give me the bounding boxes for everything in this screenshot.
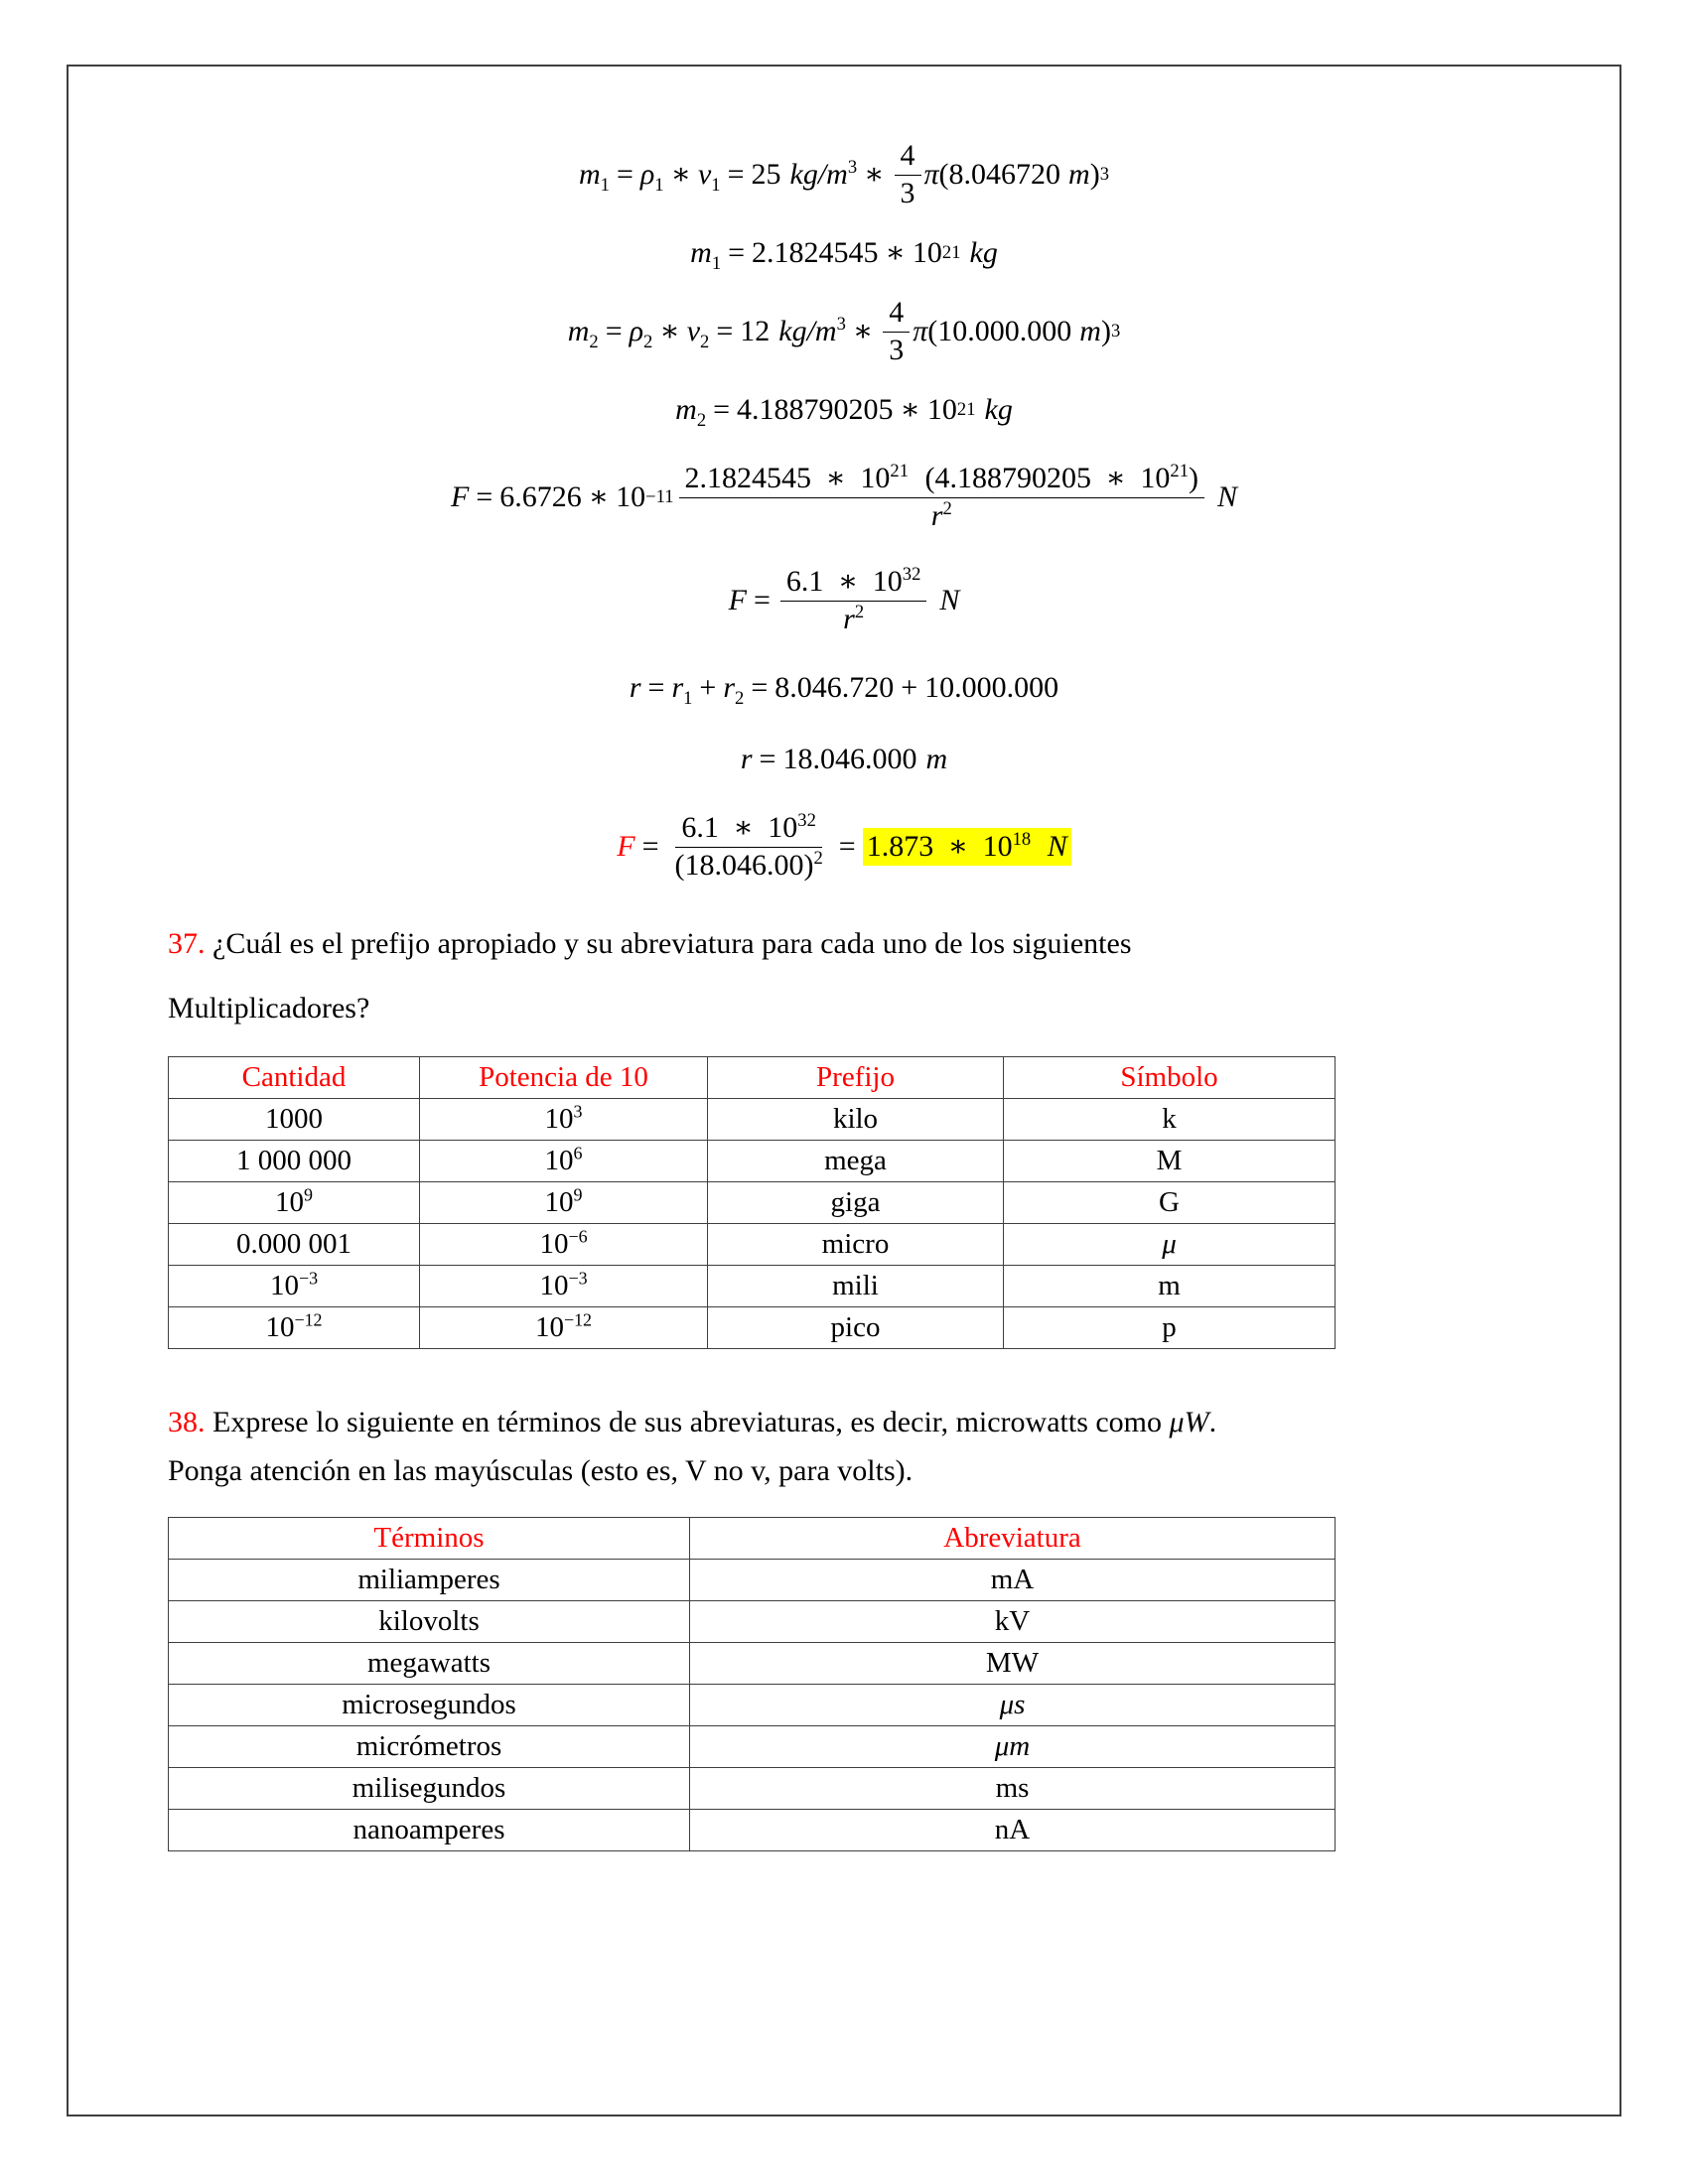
eq1-lhs: $m_1$ <box>578 157 610 196</box>
cell-termino: miliamperes <box>169 1560 690 1601</box>
cell-prefijo: mili <box>708 1266 1004 1307</box>
equation-m1-result: $m_1$ = 2.1824545 ∗ 10 21 kg <box>690 235 998 274</box>
question-38-text <box>69 1399 1619 1495</box>
eq9-result-mantissa: 1.873 <box>866 829 934 863</box>
table-row <box>169 1726 1336 1768</box>
question-38-line-1-text: Exprese lo siguiente en términos de sus abreviaturas, es decir, microwatts como <box>212 1406 1170 1439</box>
cell-cantidad: 1 000 000 <box>169 1141 420 1182</box>
cell-potencia-de-10: $10^6$ <box>420 1141 708 1182</box>
cell-prefijo: mega <box>708 1141 1004 1182</box>
eq2-mantissa: 2.1824545 <box>752 235 879 269</box>
eq4-mantissa: 4.188790205 <box>737 392 894 426</box>
cell-simbolo: p <box>1004 1307 1336 1349</box>
cell-cantidad: $10^{-3}$ <box>169 1266 420 1307</box>
cell-potencia-de-10: $10^{-3}$ <box>420 1266 708 1307</box>
question-38-microwatt-symbol: μW <box>1169 1406 1209 1439</box>
eq5-m1-mantissa: 2.1824545 <box>684 462 812 494</box>
table-row <box>169 1099 1336 1141</box>
table-row <box>169 1685 1336 1726</box>
question-37-text <box>69 920 1619 1032</box>
cell-termino: micrómetros <box>169 1726 690 1768</box>
question-38-number: 38. <box>168 1406 206 1439</box>
column-header-potencia: Potencia de 10 <box>420 1057 708 1099</box>
cell-potencia-de-10: $10^{-6}$ <box>420 1224 708 1266</box>
cell-potencia-de-10: $10^9$ <box>420 1182 708 1224</box>
final-answer-highlight: 1.873 ∗ $10^{18}$ N <box>863 828 1071 867</box>
table-row <box>169 1266 1336 1307</box>
table-row <box>169 1560 1336 1601</box>
equation-force-final: F = $\frac{6.1 ∗ 10^{32}}{(18.046.00)^2}$ = 1.873 ∗ $10^{18}$ N <box>69 795 1619 898</box>
cell-abreviatura: μs <box>690 1685 1336 1726</box>
eq7-value-1: 8.046.720 <box>774 670 895 704</box>
page-content <box>69 67 1619 1851</box>
question-37-line-1 <box>168 920 1525 969</box>
question-37-number: 37. <box>168 927 206 960</box>
equation-force-newton: F = 6.6726 ∗ 10 −11 2.1824545 ∗ $10^{21}$ (4.188790205 ∗ $10^{21}$) $r^2$ N <box>450 461 1237 532</box>
question-37-line-2: Multiplicadores? <box>168 991 370 1024</box>
cell-abreviatura: kV <box>690 1601 1336 1643</box>
cell-termino: megawatts <box>169 1643 690 1685</box>
eq5-G-mantissa: 6.6726 <box>499 479 582 513</box>
abbreviation-table <box>168 1517 1336 1851</box>
eq3-density-value: 12 <box>740 314 771 347</box>
eq5-mass-product-fraction: 2.1824545 ∗ $10^{21}$ (4.188790205 ∗ $10^{21}$) $r^2$ <box>679 462 1204 533</box>
cell-simbolo: m <box>1004 1266 1336 1307</box>
table-row <box>169 1307 1336 1349</box>
equation-m2-definition: $m_2$ = $\rho_2$ ∗ $v_2$ = 12 $kg/m^3$ ∗ $\frac{4}{3}$ π ( 10.000.000 m ) 3 <box>567 296 1121 366</box>
cell-prefijo: micro <box>708 1224 1004 1266</box>
cell-simbolo: G <box>1004 1182 1336 1224</box>
worked-solution-equations <box>69 132 1619 898</box>
table-row <box>169 1810 1336 1851</box>
eq8-value: 18.046.000 <box>782 742 917 775</box>
column-header-cantidad: Cantidad <box>169 1057 420 1099</box>
cell-prefijo: kilo <box>708 1099 1004 1141</box>
cell-potencia-de-10: $10^3$ <box>420 1099 708 1141</box>
cell-cantidad: $10^{-12}$ <box>169 1307 420 1349</box>
question-37-line-1-text: ¿Cuál es el prefijo apropiado y su abreviatura para cada uno de los siguientes <box>212 927 1132 960</box>
cell-termino: nanoamperes <box>169 1810 690 1851</box>
cell-cantidad: 1000 <box>169 1099 420 1141</box>
cell-abreviatura: ms <box>690 1768 1336 1810</box>
eq1-density-value: 25 <box>751 157 781 191</box>
column-header-terminos: Términos <box>169 1518 690 1560</box>
question-38-line-1 <box>168 1399 1525 1447</box>
eq1-radius: 8.046720 <box>948 157 1061 191</box>
eq9-den-value: (18.046.00) <box>674 848 814 882</box>
table-row <box>169 1141 1336 1182</box>
table-row <box>169 1601 1336 1643</box>
page-frame <box>67 65 1621 2116</box>
column-header-simbolo: Símbolo <box>1004 1057 1336 1099</box>
table-row <box>169 1643 1336 1685</box>
cell-termino: milisegundos <box>169 1768 690 1810</box>
eq3-fraction-four-thirds: $\frac{4}{3}$ <box>883 296 910 367</box>
eq5-m2-mantissa: 4.188790205 <box>934 462 1091 494</box>
cell-prefijo: giga <box>708 1182 1004 1224</box>
cell-termino: microsegundos <box>169 1685 690 1726</box>
cell-simbolo: k <box>1004 1099 1336 1141</box>
equation-m2-result: $m_2$ = 4.188790205 ∗ 10 21 kg <box>675 392 1013 431</box>
table-header-row <box>169 1057 1336 1099</box>
column-header-prefijo: Prefijo <box>708 1057 1004 1099</box>
table-row <box>169 1768 1336 1810</box>
eq3-radius: 10.000.000 <box>937 314 1072 347</box>
question-38-line-1-tail: . <box>1208 1406 1217 1439</box>
equation-radius-sum: r = $r_1$ + $r_2$ = 8.046.720 + 10.000.000 <box>629 670 1059 709</box>
equation-radius-result: r = 18.046.000 m <box>740 742 948 775</box>
cell-cantidad: $10^9$ <box>169 1182 420 1224</box>
equation-force-simplified: F = $\frac{6.1 ∗ 10^{32}}{r^2}$ N <box>728 564 960 635</box>
cell-cantidad: 0.000 001 <box>169 1224 420 1266</box>
eq9-lhs-symbol-red: F <box>617 829 635 863</box>
eq9-num-mantissa: 6.1 <box>681 811 719 844</box>
cell-abreviatura: nA <box>690 1810 1336 1851</box>
eq6-fraction: $\frac{6.1 ∗ 10^{32}}{r^2}$ <box>780 565 926 636</box>
cell-simbolo: μ <box>1004 1224 1336 1266</box>
cell-prefijo: pico <box>708 1307 1004 1349</box>
table-row <box>169 1182 1336 1224</box>
cell-abreviatura: μm <box>690 1726 1336 1768</box>
equation-m1-definition: $m_1$ = $\rho_1$ ∗ $v_1$ = 25 $kg/m^3$ ∗ $\frac{4}{3}$ π ( 8.046720 m ) 3 <box>578 139 1110 209</box>
eq7-value-2: 10.000.000 <box>924 670 1059 704</box>
prefix-multiplier-table <box>168 1056 1336 1349</box>
column-header-abreviatura: Abreviatura <box>690 1518 1336 1560</box>
table-header-row <box>169 1518 1336 1560</box>
cell-abreviatura: MW <box>690 1643 1336 1685</box>
cell-termino: kilovolts <box>169 1601 690 1643</box>
eq9-fraction: $\frac{6.1 ∗ 10^{32}}{(18.046.00)^2}$ <box>674 810 823 882</box>
eq1-fraction-four-thirds: $\frac{4}{3}$ <box>895 139 921 210</box>
question-38-line-2: Ponga atención en las mayúsculas (esto es, V no v, para volts). <box>168 1453 914 1487</box>
eq6-num-mantissa: 6.1 <box>785 565 824 598</box>
eq1-density-unit: $kg/m^3$ <box>789 156 858 191</box>
cell-abreviatura: mA <box>690 1560 1336 1601</box>
cell-simbolo: M <box>1004 1141 1336 1182</box>
cell-potencia-de-10: $10^{-12}$ <box>420 1307 708 1349</box>
table-row <box>169 1224 1336 1266</box>
